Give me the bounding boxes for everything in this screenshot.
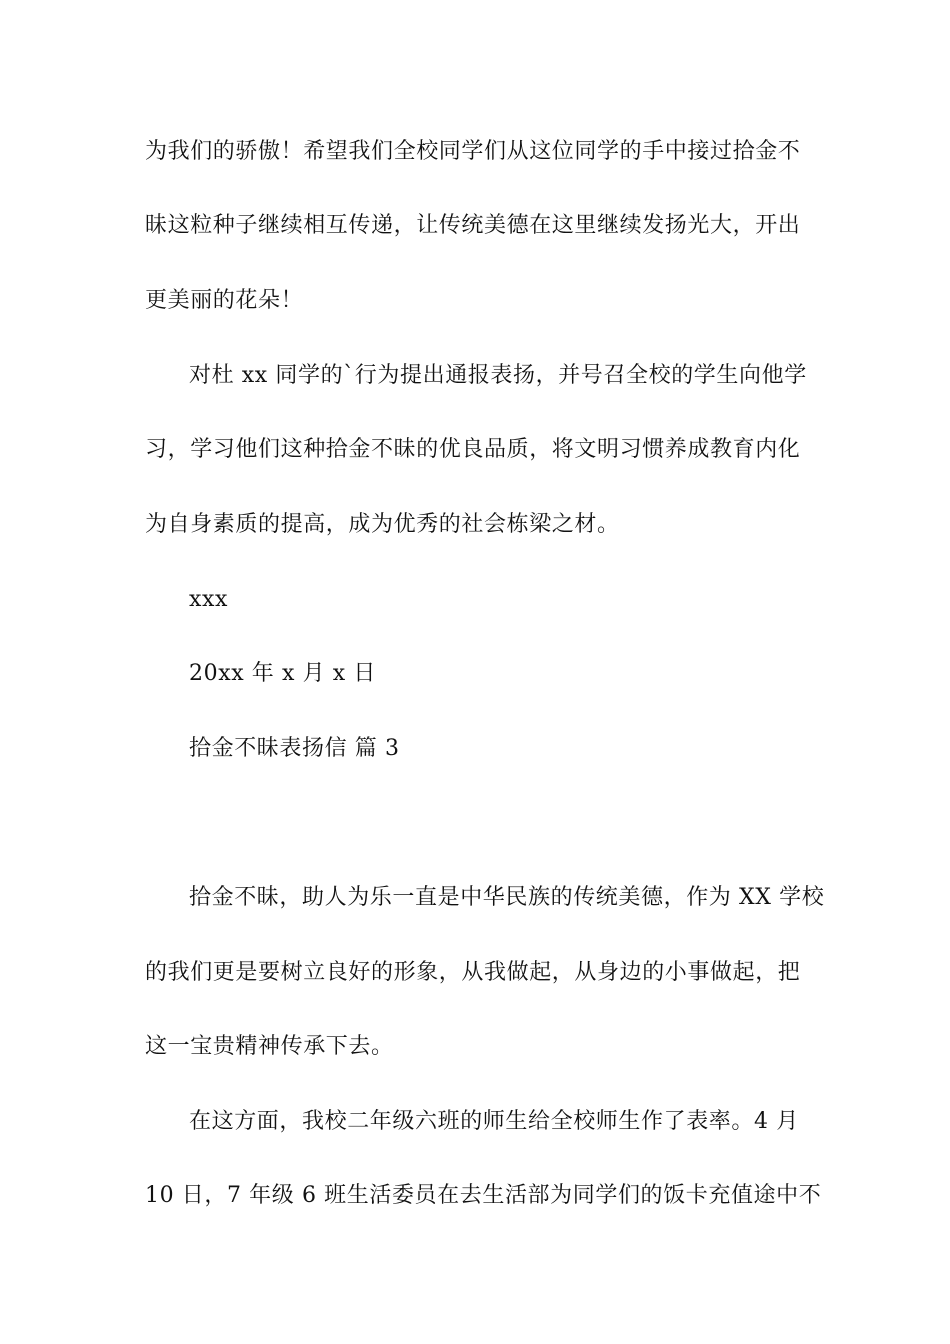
section-title: 拾金不昧表扬信 篇 3 (189, 736, 400, 761)
paragraph-line: 对杜 xx 同学的`行为提出通报表扬，并号召全校的学生向他学 (189, 363, 807, 388)
paragraph-line: 昧这粒种子继续相互传递，让传统美德在这里继续发扬光大，开出 (145, 213, 801, 238)
paragraph-line: 习，学习他们这种拾金不昧的优良品质，将文明习惯养成教育内化 (145, 437, 801, 462)
date: 20xx 年 x 月 x 日 (189, 661, 376, 686)
paragraph-line: 为我们的骄傲！希望我们全校同学们从这位同学的手中接过拾金不 (145, 139, 801, 164)
paragraph-line: 10 日，7 年级 6 班生活委员在去生活部为同学们的饭卡充值途中不 (145, 1183, 822, 1208)
paragraph-line: 这一宝贵精神传承下去。 (145, 1034, 394, 1059)
paragraph-line: 更美丽的花朵！ (145, 288, 304, 313)
signature: xxx (189, 587, 229, 612)
paragraph-line: 在这方面，我校二年级六班的师生给全校师生作了表率。4 月 (189, 1109, 799, 1134)
paragraph-line: 拾金不昧，助人为乐一直是中华民族的传统美德，作为 XX 学校 (189, 885, 825, 910)
paragraph-line: 为自身素质的提高，成为优秀的社会栋梁之材。 (145, 512, 620, 537)
paragraph-line: 的我们更是要树立良好的形象，从我做起，从身边的小事做起，把 (145, 960, 801, 985)
